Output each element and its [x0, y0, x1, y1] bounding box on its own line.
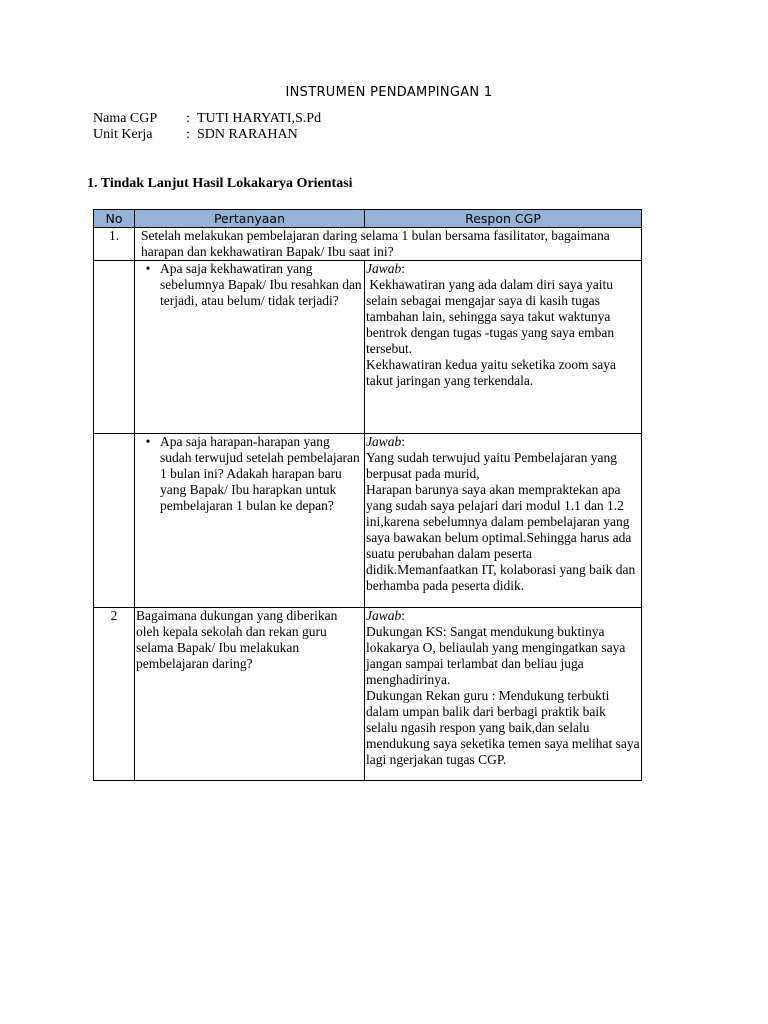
unit-row [93, 127, 321, 143]
row2-answer-line-1: Dukungan KS: Sangat mendukung buktinya lokakarya O, beliaulah yang mengingatkan saya jangan sampai terlambat dan beliau juga menghadirinya. [366, 624, 626, 687]
section-title: 1. Tindak Lanjut Hasil Lokakarya Orientasi [87, 176, 353, 191]
nama-row [93, 111, 321, 127]
sub1-bullet-item [136, 261, 363, 309]
table-row [94, 228, 642, 261]
sub1-no [94, 261, 135, 434]
sub2-answer-line-2: Harapan barunya saya akan mempraktekan apa yang sudah saya pelajari dari modul 1.1 dan 1.2 ini,karena sebelumnya dalam pembelajaran yang saya bawakan belum optimal.Sehingga harus ada suatu perubahan dalam peserta didik.Memanfaatkan IT, kolaborasi yang baik dan berhamba pada peserta didik. [366, 482, 636, 593]
unit-label: Unit Kerja [93, 127, 153, 142]
table-row [94, 261, 642, 434]
jawab-label: Jawab [366, 608, 402, 623]
bullet-icon: • [145, 261, 151, 276]
bullet-icon: • [145, 434, 151, 449]
jawab-label: Jawab [366, 434, 402, 449]
sub2-answer-line-1: Yang sudah terwujud yaitu Pembelajaran yang berpusat pada murid, [366, 450, 617, 481]
header-respon: Respon CGP [365, 210, 642, 228]
sub2-question-cell [135, 434, 365, 608]
sub2-bullet-item [136, 434, 363, 514]
document-title: INSTRUMEN PENDAMPINGAN 1 [285, 85, 493, 100]
unit-colon: : [186, 127, 190, 142]
table-row [94, 608, 642, 781]
sub2-no [94, 434, 135, 608]
nama-value: TUTI HARYATI,S.Pd [197, 111, 322, 126]
sub2-answer-cell: Jawab: Yang sudah terwujud yaitu Pembelajaran yang berpusat pada murid, Harapan barunya saya akan mempraktekan apa yang sudah saya pelajari dari modul 1.1 dan 1.2 ini,karena sebelumnya dalam pembelajaran yang saya bawakan belum optimal.Sehingga harus ada suatu perubahan dalam peserta didik.Memanfaatkan IT, kolaborasi yang baik dan berhamba pada peserta didik. [365, 434, 642, 608]
nama-label: Nama CGP [93, 111, 158, 126]
row2-answer-cell: Jawab: Dukungan KS: Sangat mendukung buktinya lokakarya O, beliaulah yang mengingatkan saya jangan sampai terlambat dan beliau juga menghadirinya. Dukungan Rekan guru : Mendukung terbukti dalam umpan balik dari berbagi praktik baik selalu ngasih respon yang baik,dan selalu mendukung saya seketika temen saya melihat saya lagi ngerjakan tugas CGP. [365, 608, 642, 781]
sub1-answer-line-2: Kekhawatiran kedua yaitu seketika zoom saya takut jaringan yang terkendala. [366, 357, 617, 388]
sub1-question: Apa saja kekhawatiran yang sebelumnya Bapak/ Ibu resahkan dan terjadi, atau belum/ tidak terjadi? [160, 261, 362, 308]
row1-no: 1. [94, 228, 135, 261]
row1-intro: Setelah melakukan pembelajaran daring selama 1 bulan bersama fasilitator, bagaimana harapan dan kekhawatiran Bapak/ Ibu saat ini? [135, 228, 642, 261]
row2-answer-line-2: Dukungan Rekan guru : Mendukung terbukti dalam umpan balik dari berbagi praktik baik selalu ngasih respon yang baik,dan selalu mendukung saya seketika temen saya melihat saya lagi ngerjakan tugas CGP. [366, 688, 640, 767]
table-header-row [94, 210, 642, 228]
table-row [94, 434, 642, 608]
sub2-question: Apa saja harapan-harapan yang sudah terwujud setelah pembelajaran 1 bulan ini? Adakah harapan baru yang Bapak/ Ibu harapkan untuk pembelajaran 1 bulan ke depan? [160, 434, 360, 513]
jawab-label: Jawab [366, 261, 402, 276]
nama-colon: : [186, 111, 190, 126]
instrument-table [93, 209, 642, 781]
sub1-question-cell [135, 261, 365, 434]
header-pertanyaan: Pertanyaan [135, 210, 365, 228]
row2-no: 2 [94, 608, 135, 781]
sub1-answer-cell: Jawab: Kekhawatiran yang ada dalam diri saya yaitu selain sebagai mengajar saya di kasih tugas tambahan lain, sehingga saya takut waktunya bentrok dengan tugas -tugas yang saya emban tersebut. Kekhawatiran kedua yaitu seketika zoom saya takut jaringan yang terkendala. [365, 261, 642, 434]
cgp-info [93, 111, 321, 143]
header-no: No [94, 210, 135, 228]
row2-question: Bagaimana dukungan yang diberikan oleh kepala sekolah dan rekan guru selama Bapak/ Ibu melakukan pembelajaran daring? [135, 608, 365, 781]
unit-value: SDN RARAHAN [197, 127, 298, 142]
sub1-answer-line-1: Kekhawatiran yang ada dalam diri saya yaitu selain sebagai mengajar saya di kasih tugas tambahan lain, sehingga saya takut waktunya bentrok dengan tugas -tugas yang saya emban tersebut. [366, 277, 618, 356]
